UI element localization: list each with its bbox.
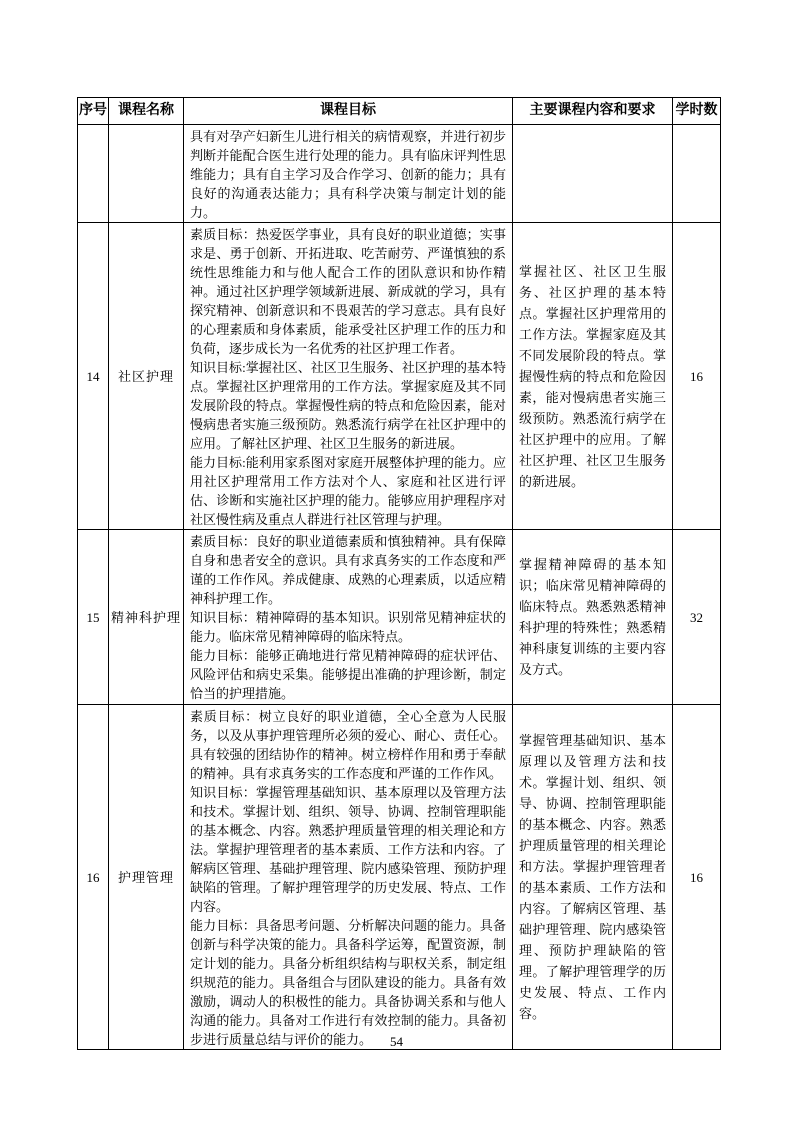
- cell-content: 掌握管理基础知识、基本原理以及管理方法和技术。掌握计划、组织、领导、协调、控制管理职能的基本概念、内容。熟悉护理质量管理的相关理论和方法。掌握护理管理者的基本素质、工作方法和内容。了解病区管理、基础护理管理、院内感染管理、预防护理缺陷的管理。了解护理管理学的历史发展、特点、工作内容。: [513, 705, 673, 1050]
- cell-seq: 15: [78, 530, 109, 705]
- cell-seq: 16: [78, 705, 109, 1050]
- table-row: [78, 530, 721, 705]
- page-number: 54: [390, 1034, 403, 1049]
- cell-objectives: 具有对孕产妇新生儿进行相关的病情观察，并进行初步判断并能配合医生进行处理的能力。具有临床评判性思维能力；具有自主学习及合作学习、创新的能力；具有良好的沟通表达能力；具有科学决策与制定计划的能力。: [184, 125, 513, 223]
- cell-seq: 14: [78, 223, 109, 530]
- cell-objectives: 素质目标：树立良好的职业道德，全心全意为人民服务，以及从事护理管理所必须的爱心、耐心、责任心。具有较强的团结协作的精神。树立榜样作用和勇于奉献的精神。具有求真务实的工作态度和严谨的工作作风。 知识目标：掌握管理基础知识、基本原理以及管理方法和技术。掌握计划、组织、领导、协调、控制管理职能的基本概念、内容。熟悉护理质量管理的相关理论和方法。掌握护理管理者的基本素质、工作方法和内容。了解病区管理、基础护理管理、院内感染管理、预防护理缺陷的管理。了解护理管理学的历史发展、特点、工作内容。 能力目标：具备思考问题、分析解决问题的能力。具备创新与科学决策的能力。具备科学运筹，配置资源，制定计划的能力。具备分析组织结构与职权关系，制定组织规范的能力。具备组合与团队建设的能力。具备有效激励，调动人的积极性的能力。具备协调关系和与他人沟通的能力。具备对工作进行有效控制的能力。具备初步进行质量总结与评价的能力。: [184, 705, 513, 1050]
- header-course-content: 主要课程内容和要求: [513, 98, 673, 125]
- cell-hours: 16: [673, 705, 721, 1050]
- table-row: [78, 705, 721, 1050]
- course-table: [77, 97, 721, 1050]
- cell-course-name: 社区护理: [109, 223, 184, 530]
- header-course-objectives: 课程目标: [184, 98, 513, 125]
- cell-objectives: 素质目标：良好的职业道德素质和慎独精神。具有保障自身和患者安全的意识。具有求真务实的工作态度和严谨的工作作风。养成健康、成熟的心理素质，以适应精神科护理工作。 知识目标：精神障碍的基本知识。识别常见精神症状的能力。临床常见精神障碍的临床特点。 能力目标：能够正确地进行常见精神障碍的症状评估、风险评估和病史采集。能够提出准确的护理诊断，制定恰当的护理措施。: [184, 530, 513, 705]
- cell-course-name: 精神科护理: [109, 530, 184, 705]
- cell-hours: 32: [673, 530, 721, 705]
- header-seq: 序号: [78, 98, 109, 125]
- header-course-name: 课程名称: [109, 98, 184, 125]
- table-row: [78, 223, 721, 530]
- cell-objectives: 素质目标：热爱医学事业，具有良好的职业道德；实事求是、勇于创新、开拓进取、吃苦耐劳、严谨慎独的系统性思维能力和与他人配合工作的团队意识和协作精神。通过社区护理学领域新进展、新成就的学习，具有探究精神、创新意识和不畏艰苦的学习意志。具有良好的心理素质和身体素质，能承受社区护理工作的压力和负荷，逐步成长为一名优秀的社区护理工作者。 知识目标:掌握社区、社区卫生服务、社区护理的基本特点。掌握社区护理常用的工作方法。掌握家庭及其不同发展阶段的特点。掌握慢性病的特点和危险因素，能对慢病患者实施三级预防。熟悉流行病学在社区护理中的应用。了解社区护理、社区卫生服务的新进展。 能力目标:能利用家系图对家庭开展整体护理的能力。应用社区护理常用工作方法对个人、家庭和社区进行评估、诊断和实施社区护理的能力。能够应用护理程序对社区慢性病及重点人群进行社区管理与护理。: [184, 223, 513, 530]
- cell-content: 掌握精神障碍的基本知识；临床常见精神障碍的临床特点。熟悉熟悉精神科护理的特殊性；熟悉精神科康复训练的主要内容及方式。: [513, 530, 673, 705]
- cell-hours: 16: [673, 223, 721, 530]
- cell-content: 掌握社区、社区卫生服务、社区护理的基本特点。掌握社区护理常用的工作方法。掌握家庭及其不同发展阶段的特点。掌握慢性病的特点和危险因素，能对慢病患者实施三级预防。熟悉流行病学在社区护理中的应用。了解社区护理、社区卫生服务的新进展。: [513, 223, 673, 530]
- cell-seq: [78, 125, 109, 223]
- cell-content: [513, 125, 673, 223]
- table-header-row: [78, 98, 721, 125]
- cell-course-name: 护理管理: [109, 705, 184, 1050]
- table-row: [78, 125, 721, 223]
- header-hours: 学时数: [673, 98, 721, 125]
- cell-course-name: [109, 125, 184, 223]
- cell-hours: [673, 125, 721, 223]
